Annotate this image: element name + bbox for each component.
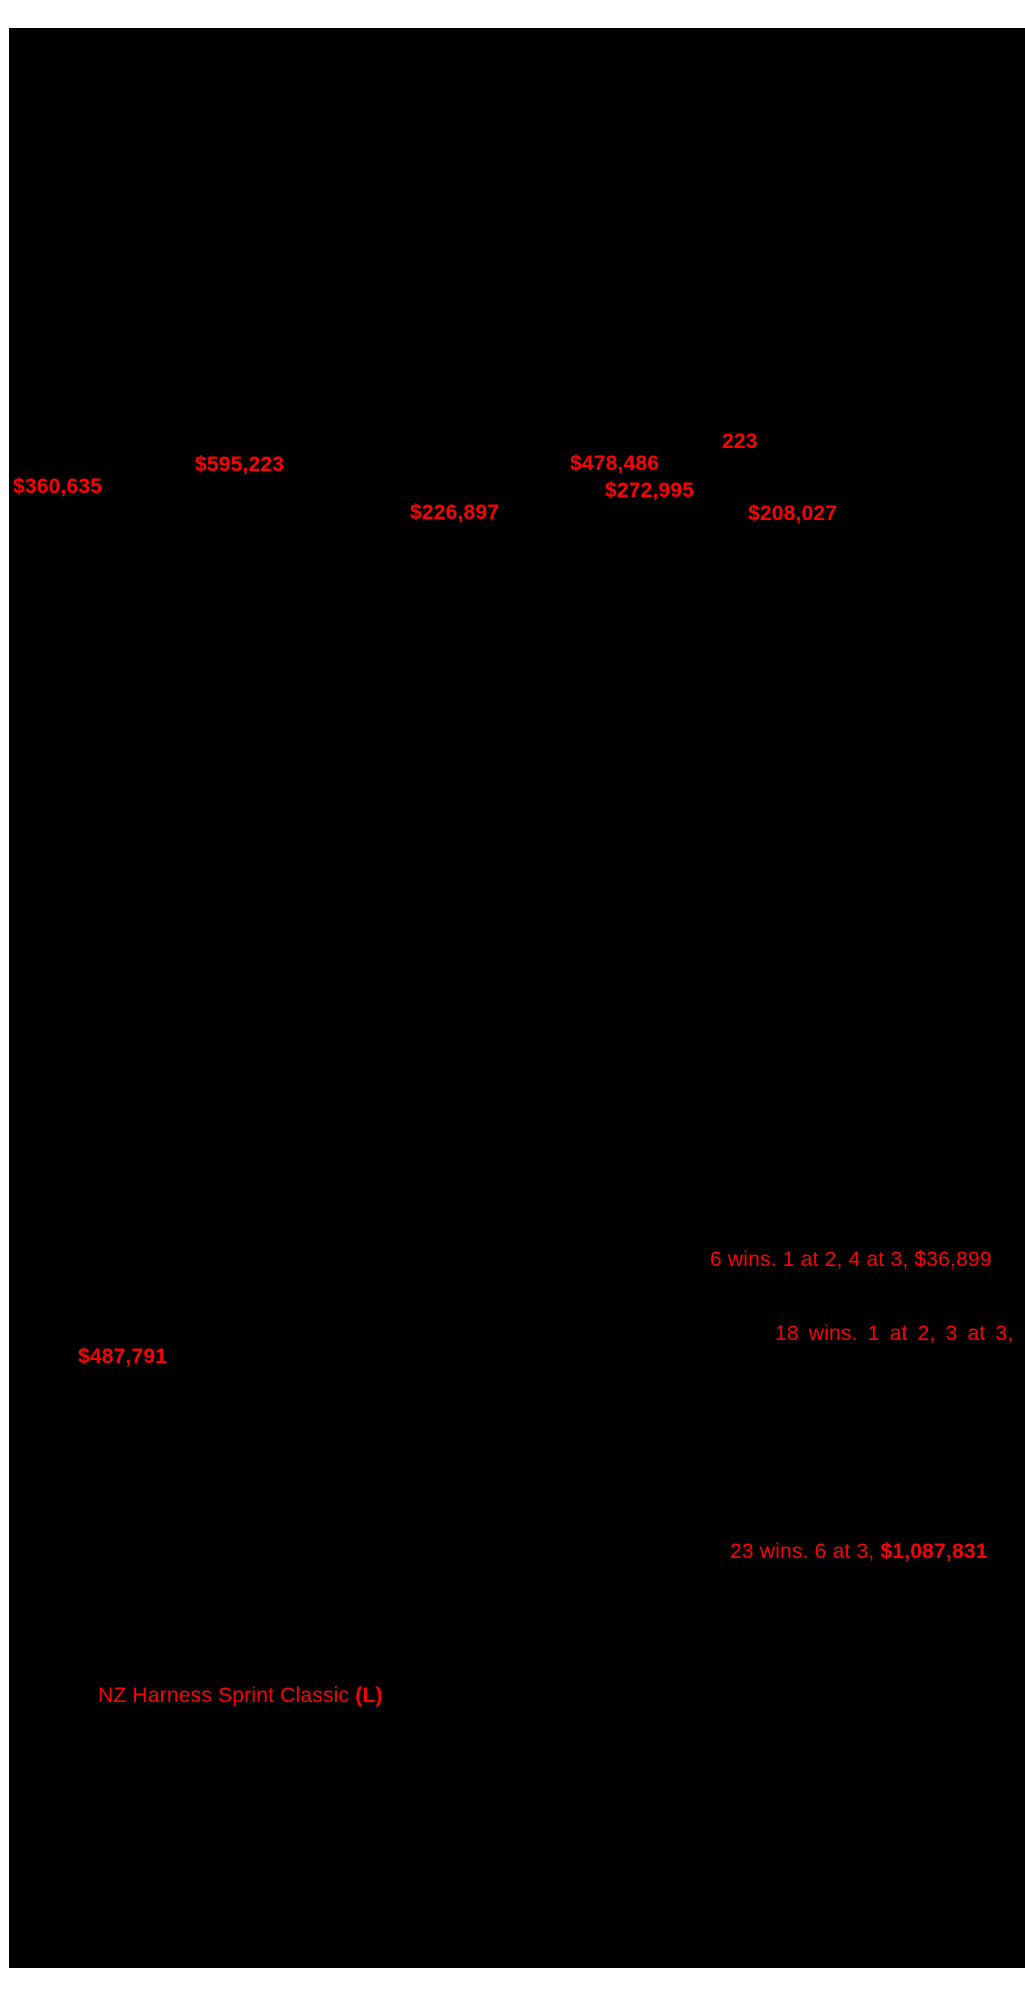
earnings-amount-226897: $226,897 [410, 501, 500, 524]
race-record-3-text: 23 wins. 6 at 3, [730, 1540, 881, 1563]
earnings-amount-595223: $595,223 [195, 453, 285, 476]
race-record-3 [730, 1541, 988, 1562]
document-page [9, 28, 1025, 1968]
stakes-race-name: NZ Harness Sprint Classic [98, 1684, 356, 1707]
race-record-2: 18 wins. 1 at 2, 3 at 3, [775, 1322, 1014, 1345]
earnings-amount-478486: $478,486 [570, 452, 660, 475]
race-record-3-amount: $1,087,831 [880, 1540, 988, 1563]
earnings-amount-208027: $208,027 [748, 502, 838, 525]
stakes-race-grade: (L) [355, 1684, 383, 1707]
stakes-race [98, 1685, 383, 1706]
race-record-2-amount: $487,791 [78, 1345, 168, 1368]
earnings-partial-number: 223 [722, 430, 758, 453]
earnings-amount-360635: $360,635 [13, 475, 103, 498]
race-record-1: 6 wins. 1 at 2, 4 at 3, $36,899 [710, 1248, 992, 1271]
earnings-amount-272995: $272,995 [605, 479, 695, 502]
